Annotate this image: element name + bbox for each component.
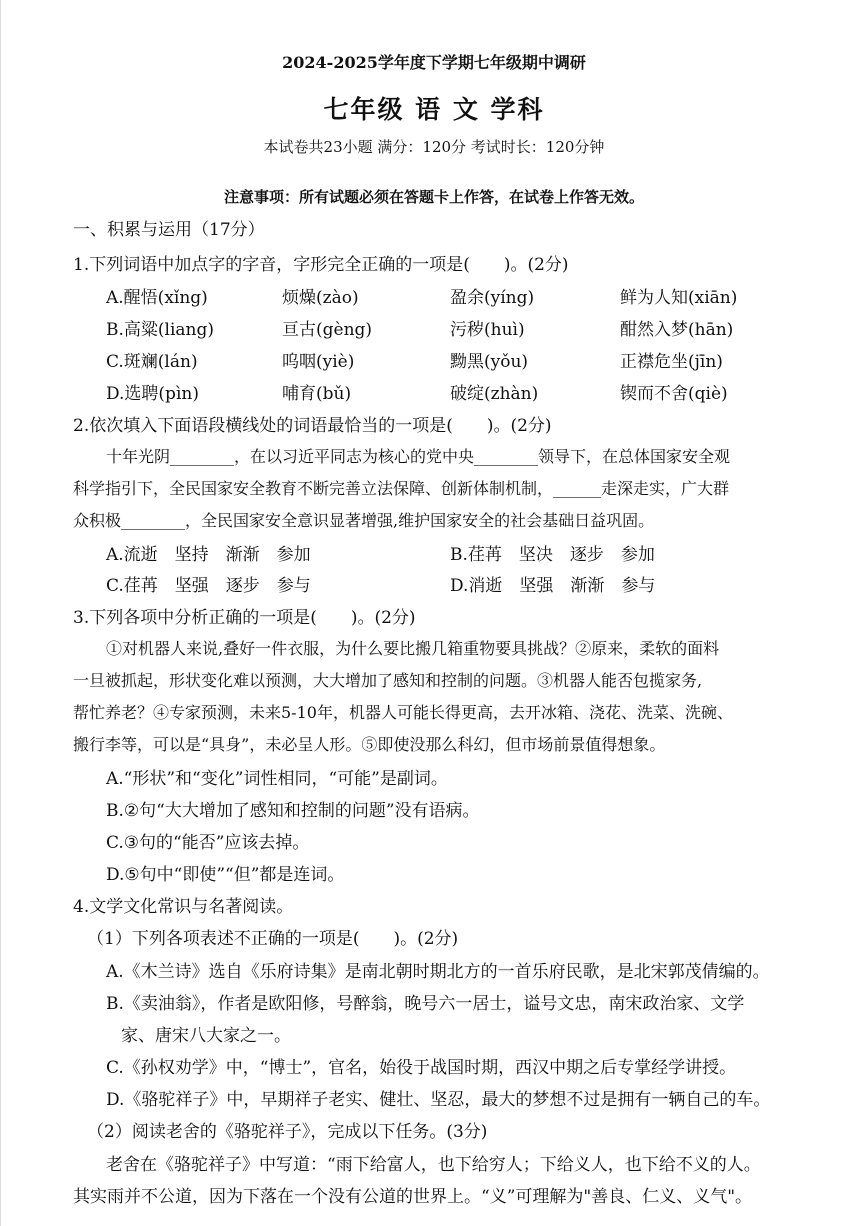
q1-d-2: 哺育(bǔ)	[282, 384, 352, 404]
q2-passage-line-3: 众积极________，全民国家安全意识显著增强,维护国家安全的社会基础日益巩固。	[73, 511, 655, 530]
q2-passage-line-2: 科学指引下，全民国家安全教育不断完善立法保障、创新体制机制，______走深走实，广大群	[73, 479, 730, 498]
exam-title: 2024-2025学年度下学期七年级期中调研	[282, 53, 586, 72]
q1-c-2: 呜咽(yiè)	[282, 352, 355, 372]
q2-option-b: B.荏苒 坚决 逐步 参加	[450, 545, 655, 565]
q2-passage-line-1: 十年光阴________，在以习近平同志为核心的党中央________领导下，在总体国家安全观	[106, 447, 731, 466]
question-2-stem: 2.依次填入下面语段横线处的词语最恰当的一项是( )。(2分)	[73, 416, 552, 436]
q1-d-4: 锲而不舍(qiè)	[620, 384, 728, 404]
q1-row-c	[106, 347, 829, 372]
q3-option-a: A.“形状”和“变化”词性相同，“可能”是副词。	[106, 769, 448, 789]
q1-row-b	[106, 315, 829, 340]
q1-d-3: 破绽(zhàn)	[450, 384, 539, 404]
q4-sub1-option-b-cont: 家、唐宋八大家之一。	[121, 1026, 291, 1046]
q1-b-2: 亘古(gèng)	[282, 320, 373, 340]
question-3-stem: 3.下列各项中分析正确的一项是( )。(2分)	[73, 608, 416, 628]
q4-sub1-option-b: B.《卖油翁》，作者是欧阳修，号醉翁，晚号六一居士，谥号文忠，南宋政治家、文学	[106, 994, 745, 1014]
q4-sub2-stem: （2）阅读老舍的《骆驼祥子》，完成以下任务。(3分)	[87, 1122, 488, 1142]
q1-b-3: 污秽(huì)	[450, 320, 525, 340]
notice: 注意事项：所有试题必须在答题卡上作答，在试卷上作答无效。	[223, 188, 644, 206]
q3-option-b: B.②句“大大增加了感知和控制的问题”没有语病。	[106, 801, 480, 821]
q4-sub1-option-c: C.《孙权劝学》中，“博士”，官名，始役于战国时期，西汉中期之后专掌经学讲授。	[106, 1058, 737, 1078]
question-1-stem: 1.下列词语中加点字的字音，字形完全正确的一项是( )。(2分)	[73, 255, 569, 275]
q3-passage-line-2: 一旦被抓起，形状变化难以预测，大大增加了感知和控制的问题。③机器人能否包揽家务,	[73, 671, 703, 690]
q1-c-4: 正襟危坐(jīn)	[620, 352, 723, 372]
q4-sub1-stem: （1）下列各项表述不正确的一项是( )。(2分)	[87, 929, 459, 949]
q1-row-d	[106, 379, 829, 404]
q3-option-d: D.⑤句中“即使”“但”都是连词。	[106, 865, 345, 885]
section-title: 一、积累与运用（17分）	[73, 220, 265, 240]
q1-c-1: C.斑斓(lán)	[106, 352, 198, 372]
q1-b-1: B.高粱(liang)	[106, 320, 215, 340]
question-4-stem: 4.文学文化常识与名著阅读。	[73, 897, 294, 917]
q1-a-2: 烦燥(zào)	[282, 288, 359, 308]
q4-sub1-option-d: D.《骆驼祥子》中，早期祥子老实、健壮、坚忍，最大的梦想不过是拥有一辆自己的车。	[106, 1090, 771, 1110]
q1-d-1: D.选聘(pìn)	[106, 384, 199, 404]
q2-option-a: A.流逝 坚持 渐渐 参加	[106, 545, 311, 565]
q2-option-c: C.荏苒 坚强 逐步 参与	[106, 576, 311, 596]
q2-options-row-1	[106, 540, 829, 565]
q1-a-4: 鲜为人知(xiān)	[620, 288, 738, 308]
q3-passage-line-3: 帮忙养老？④专家预测，未来5-10年，机器人可能长得更高，去开冰箱、浇花、洗菜、洗碗、	[73, 703, 733, 722]
q3-passage-line-1: ①对机器人来说,叠好一件衣服，为什么要比搬几箱重物要具挑战？②原来，柔软的面料	[106, 639, 720, 658]
exam-info: 本试卷共23小题 满分：120分 考试时长：120分钟	[263, 138, 605, 156]
q4-sub2-passage-line-1: 老舍在《骆驼祥子》中写道：“雨下给富人，也下给穷人；下给义人，也下给不义的人。	[106, 1155, 761, 1175]
q2-option-d: D.消逝 坚强 渐渐 参与	[450, 576, 656, 596]
q1-a-1: A.醒悟(xǐng)	[106, 288, 208, 308]
q1-a-3: 盈余(yíng)	[450, 288, 535, 308]
q3-option-c: C.③句的“能否”应该去掉。	[106, 833, 310, 853]
q3-passage-line-4: 搬行李等，可以是“具身”，未必呈人形。⑤即使没那么科幻，但市场前景值得想象。	[73, 735, 666, 754]
q1-c-3: 黝黑(yǒu)	[450, 352, 529, 372]
q1-b-4: 酣然入梦(hān)	[620, 320, 734, 340]
subject-title: 七年级 语 文 学科	[323, 95, 545, 124]
q4-sub2-passage-line-2: 其实雨并不公道，因为下落在一个没有公道的世界上。“义”可理解为"善良、仁义、义气"。	[73, 1187, 753, 1207]
q2-options-row-2	[106, 571, 829, 596]
q1-row-a	[106, 283, 829, 308]
q4-sub1-option-a: A.《木兰诗》选自《乐府诗集》是南北朝时期北方的一首乐府民歌，是北宋郭茂倩编的。	[106, 962, 770, 982]
